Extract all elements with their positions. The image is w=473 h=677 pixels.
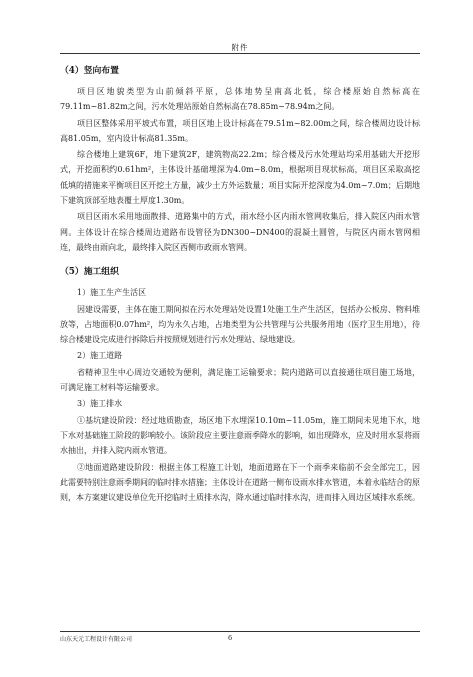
document-body (60, 62, 420, 506)
footer-company: 山东天元工程设计有限公司 (60, 636, 133, 643)
paragraph: 因建设需要，主体在施工期间拟在污水处理站处设置1处施工生产生活区，包括办公板房、物料堆放等，占地面积0.07hm²，均为永久占地，占地类型为公共管理与公共服务用地（医疗卫生用地），待综合楼建设完成进行拆除后并按照规划进行污水处理站、绿地建设。 (60, 304, 420, 345)
section-5-heading: （5）施工组织 (60, 267, 119, 278)
paragraph: ②地面道路建设阶段：根据主体工程施工计划，地面道路在下一个雨季来临前不会全部完工，因此需要特别注意雨季期间的临时排水措施；主体设计在道路一侧布设雨水排水管道，本着永临结合的原则，本方案建议建设单位先开挖临时土质排水沟，降水通过临时排水沟，进而排入周边区域排水系统。 (60, 462, 420, 503)
subsection-title: 3）施工排水 (77, 399, 123, 409)
paragraph: 省精神卫生中心周边交通较为便利，满足施工运输要求；院内道路可以直接通往项目施工场地，可满足施工材料等运输要求。 (60, 367, 420, 393)
paragraph: 项目区整体采用平坡式布置，项目区地上设计标高在79.51m~82.00m之间，综合楼周边设计标高81.05m，室内设计标高81.35m。 (60, 118, 420, 143)
section-4-heading: （4）竖向布置 (60, 66, 119, 76)
header-divider (60, 53, 420, 54)
paragraph: ①基坑建设阶段：经过地质勘查，场区地下水埋深10.10m~11.05m，施工期间未见地下水，地下水对基础施工阶段的影响较小。该阶段应主要注意雨季降水的影响，如出现降水，应及时用水泵将雨水抽出，并排入院内雨水管道。 (60, 415, 420, 456)
subsection-title: 2）施工道路 (77, 351, 123, 361)
page-number: 6 (228, 634, 233, 642)
paragraph: 综合楼地上建筑6F，地下建筑2F，建筑物高22.2m；综合楼及污水处理站均采用基础大开挖形式，开挖面积约0.61hm²，主体设计基础埋深为4.0m~8.0m，根据项目现状标高，项目区采取高挖低填的措施来平衡项目区开挖土方量，减少土方外运数量；项目实际开挖深度为4.0m~7.0m；后期地下建筑顶部至地表覆土厚度1.30m。 (60, 150, 420, 206)
subsection-title: 1）施工生产生活区 (77, 288, 147, 298)
paragraph: 项目区地貌类型为山前倾斜平原，总体地势呈南高北低，综合楼原始自然标高在79.11m~81.82m之间，污水处理站原始自然标高在78.85m~78.94m之间。 (60, 87, 420, 112)
paragraph: 项目区雨水采用地面散排、道路集中的方式，雨水经小区内雨水管网收集后，排入院区内雨水管网。主体设计在综合楼周边道路布设管径为DN300~DN400的混凝土圆管，与院区内雨水管网相连，最终由雨向北，最终排入院区西侧市政雨水管网。 (60, 212, 420, 252)
page-header: 附件 (231, 43, 249, 52)
footer-divider (60, 631, 420, 632)
